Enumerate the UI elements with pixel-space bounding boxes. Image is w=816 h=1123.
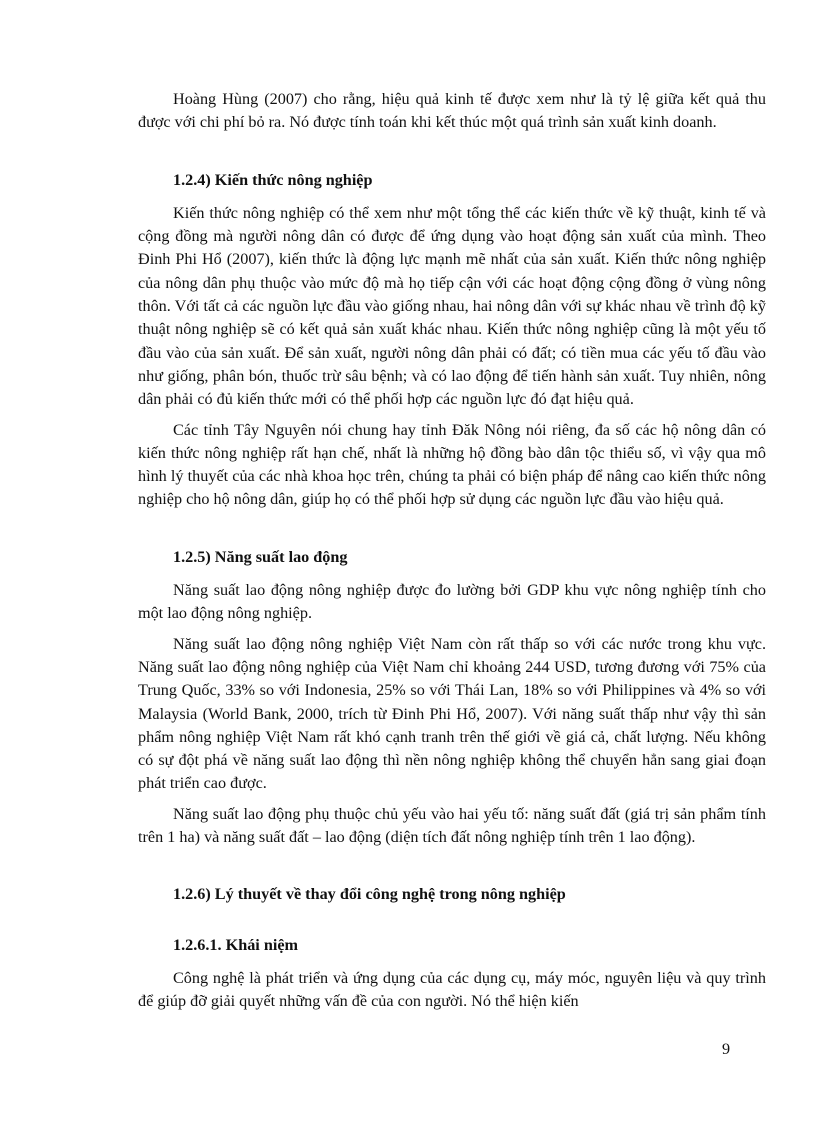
- heading-labor-productivity: 1.2.5) Năng suất lao động: [173, 547, 348, 566]
- page-body: [138, 88, 766, 1021]
- paragraph-productivity-factors: Năng suất lao động phụ thuộc chủ yếu vào hai yếu tố: năng suất đất (giá trị sản phẩm tính trên 1 ha) và năng suất đất – lao động (diện tích đất nông nghiệp tính trên 1 lao động).: [138, 804, 766, 847]
- page-number: 9: [722, 1040, 731, 1058]
- paragraph-tay-nguyen: Các tỉnh Tây Nguyên nói chung hay tỉnh Đăk Nông nói riêng, đa số các hộ nông dân có kiến thức nông nghiệp rất hạn chế, nhất là những hộ đồng bào dân tộc thiểu số, vì vậy qua mô hình lý thuyết của các nhà khoa học trên, chúng ta phải có biện pháp để nâng cao kiến thức nông nghiệp cho hộ nông dân, giúp họ có thể phối hợp sử dụng các nguồn lực đầu vào hiệu quả.: [138, 420, 766, 509]
- heading-technology-change: 1.2.6) Lý thuyết về thay đổi công nghệ trong nông nghiệp: [173, 885, 566, 904]
- heading-agricultural-knowledge: 1.2.4) Kiến thức nông nghiệp: [173, 170, 373, 189]
- paragraph-productivity-vietnam: Năng suất lao động nông nghiệp Việt Nam còn rất thấp so với các nước trong khu vực. Năng suất lao động nông nghiệp của Việt Nam chỉ khoảng 244 USD, tương đương với 75% của Trung Quốc, 33% so với Indonesia, 25% so với Thái Lan, 18% so với Philippines và 4% so với Malaysia (World Bank, 2000, trích từ Đinh Phi Hổ, 2007). Với năng suất thấp như vậy thì sản phẩm nông nghiệp Việt Nam rất khó cạnh tranh trên thế giới về giá cả, chất lượng. Nếu không có sự đột phá về năng suất lao động thì nền nông nghiệp không thể chuyển hẳn sang giai đoạn phát triển cao được.: [138, 634, 766, 793]
- paragraph-economic-efficiency: Hoàng Hùng (2007) cho rằng, hiệu quả kinh tế được xem như là tỷ lệ giữa kết quả thu được với chi phí bỏ ra. Nó được tính toán khi kết thúc một quá trình sản xuất kinh doanh.: [138, 90, 766, 132]
- paragraph-productivity-measure: Năng suất lao động nông nghiệp được đo lường bởi GDP khu vực nông nghiệp tính cho một lao động nông nghiệp.: [138, 581, 766, 623]
- paragraph-knowledge-definition: Kiến thức nông nghiệp có thể xem như một tổng thể các kiến thức về kỹ thuật, kinh tế và cộng đồng mà người nông dân có được để ứng dụng vào hoạt động sản xuất của mình. Theo Đinh Phi Hổ (2007), kiến thức là động lực mạnh mẽ nhất của sản xuất. Kiến thức nông nghiệp của nông dân phụ thuộc vào mức độ mà họ tiếp cận với các hoạt động cộng đồng ở vùng nông thôn. Với tất cả các nguồn lực đầu vào giống nhau, hai nông dân với sự khác nhau về trình độ kỹ thuật nông nghiệp sẽ có kết quả sản xuất khác nhau. Kiến thức nông nghiệp cũng là một yếu tố đầu vào của sản xuất. Để sản xuất, người nông dân phải có đất; có tiền mua các yếu tố đầu vào như giống, phân bón, thuốc trừ sâu bệnh; và có lao động để tiến hành sản xuất. Tuy nhiên, nông dân phải có đủ kiến thức mới có thể phối hợp các nguồn lực đó đạt hiệu quả.: [138, 203, 766, 409]
- paragraph-technology-definition: Công nghệ là phát triển và ứng dụng của các dụng cụ, máy móc, nguyên liệu và quy trình để giúp đỡ giải quyết những vấn đề của con người. Nó thể hiện kiến: [138, 968, 766, 1011]
- heading-concept: 1.2.6.1. Khái niệm: [173, 935, 299, 954]
